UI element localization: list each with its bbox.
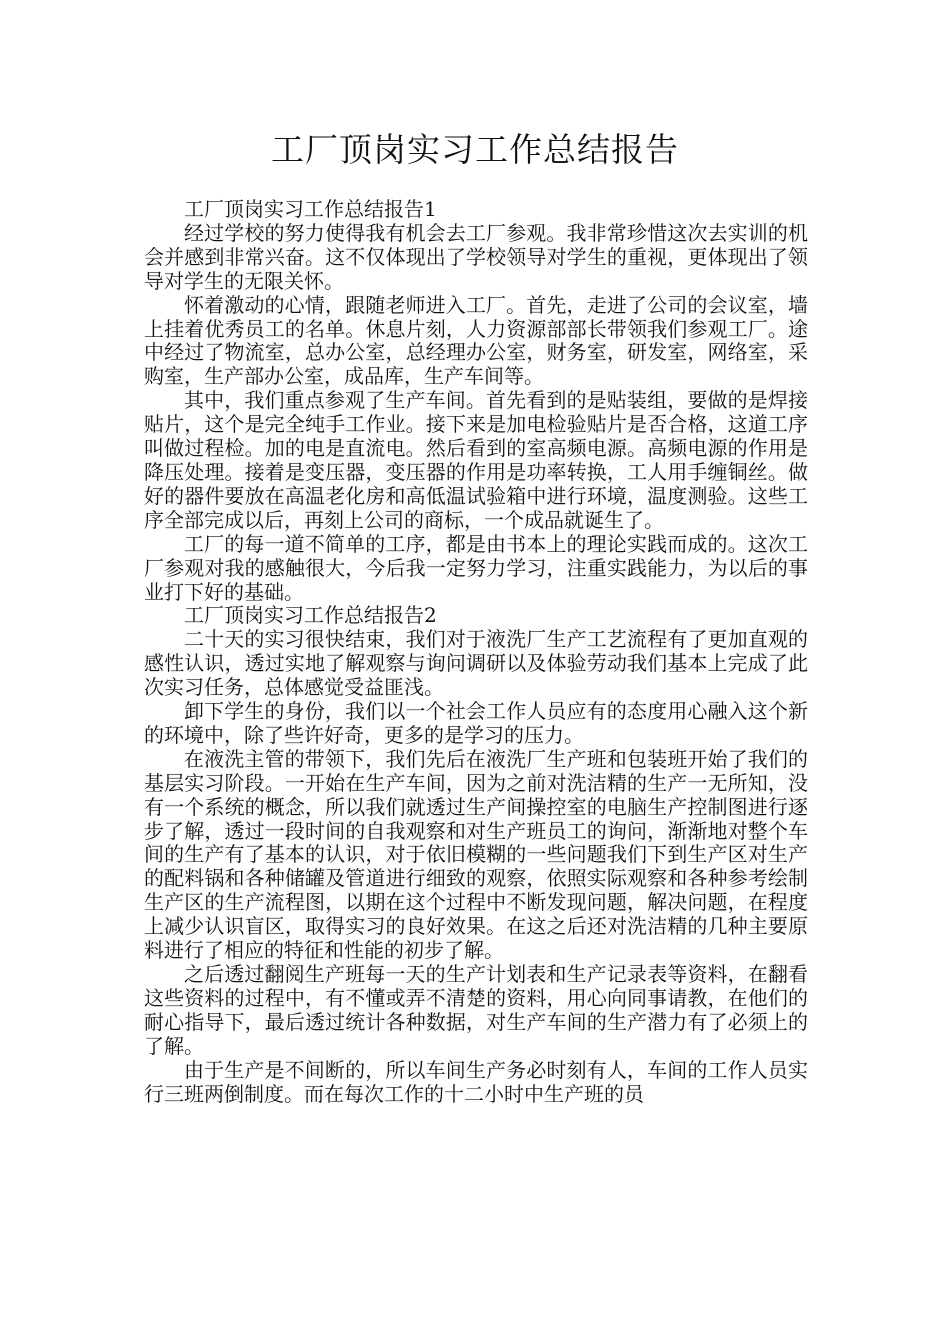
document-body	[144, 198, 808, 1106]
paragraph: 经过学校的努力使得我有机会去工厂参观。我非常珍惜这次去实训的机会并感到非常兴奋。这不仅体现出了学校领导对学生的重视，更体现出了领导对学生的无限关怀。	[144, 220, 808, 293]
paragraph: 由于生产是不间断的，所以车间生产务必时刻有人，车间的工作人员实行三班两倒制度。而在每次工作的十二小时中生产班的员	[144, 1057, 808, 1106]
paragraph: 怀着激动的心情，跟随老师进入工厂。首先，走进了公司的会议室，墙上挂着优秀员工的名单。休息片刻，人力资源部部长带领我们参观工厂。途中经过了物流室，总办公室，总经理办公室，财务室，研发室，网络室，采购室，生产部办公室，成品库，生产车间等。	[144, 292, 808, 389]
paragraph: 在液洗主管的带领下，我们先后在液洗厂生产班和包装班开始了我们的基层实习阶段。一开始在生产车间，因为之前对洗洁精的生产一无所知，没有一个系统的概念，所以我们就透过生产间操控室的电脑生产控制图进行逐步了解，透过一段时间的自我观察和对生产班员工的询问，渐渐地对整个车间的生产有了基本的认识，对于依旧模糊的一些问题我们下到生产区对生产的配料锅和各种储罐及管道进行细致的观察，依照实际观察和各种参考绘制生产区的生产流程图，以期在这个过程中不断发现问题，解决问题，在程度上减少认识盲区，取得实习的良好效果。在这之后还对洗洁精的几种主要原料进行了相应的特征和性能的初步了解。	[144, 746, 808, 963]
paragraph: 卸下学生的身份，我们以一个社会工作人员应有的态度用心融入这个新的环境中，除了些许好奇，更多的是学习的压力。	[144, 699, 808, 747]
section-heading-1: 工厂顶岗实习工作总结报告1	[184, 197, 437, 221]
paragraph: 其中，我们重点参观了生产车间。首先看到的是贴装组，要做的是焊接贴片，这个是完全纯手工作业。接下来是加电检验贴片是否合格，这道工序叫做过程检。加的电是直流电。然后看到的室高频电源。高频电源的作用是降压处理。接着是变压器，变压器的作用是功率转换，工人用手缠铜丝。做好的器件要放在高温老化房和高低温试验箱中进行环境，温度测验。这些工序全部完成以后，再刻上公司的商标，一个成品就诞生了。	[144, 388, 808, 532]
paragraph: 二十天的实习很快结束，我们对于液洗厂生产工艺流程有了更加直观的感性认识，透过实地了解观察与询问调研以及体验劳动我们基本上完成了此次实习任务，总体感觉受益匪浅。	[144, 627, 808, 700]
paragraph: 之后透过翻阅生产班每一天的生产计划表和生产记录表等资料，在翻看这些资料的过程中，有不懂或弄不清楚的资料，用心向同事请教，在他们的耐心指导下，最后透过统计各种数据，对生产车间的生产潜力有了必须上的了解。	[144, 962, 808, 1058]
document-title: 工厂顶岗实习工作总结报告	[271, 130, 679, 169]
section-heading-2: 工厂顶岗实习工作总结报告2	[184, 603, 437, 628]
paragraph: 工厂的每一道不简单的工序，都是由书本上的理论实践而成的。这次工厂参观对我的感触很大，今后我一定努力学习，注重实践能力，为以后的事业打下好的基础。	[144, 531, 808, 604]
